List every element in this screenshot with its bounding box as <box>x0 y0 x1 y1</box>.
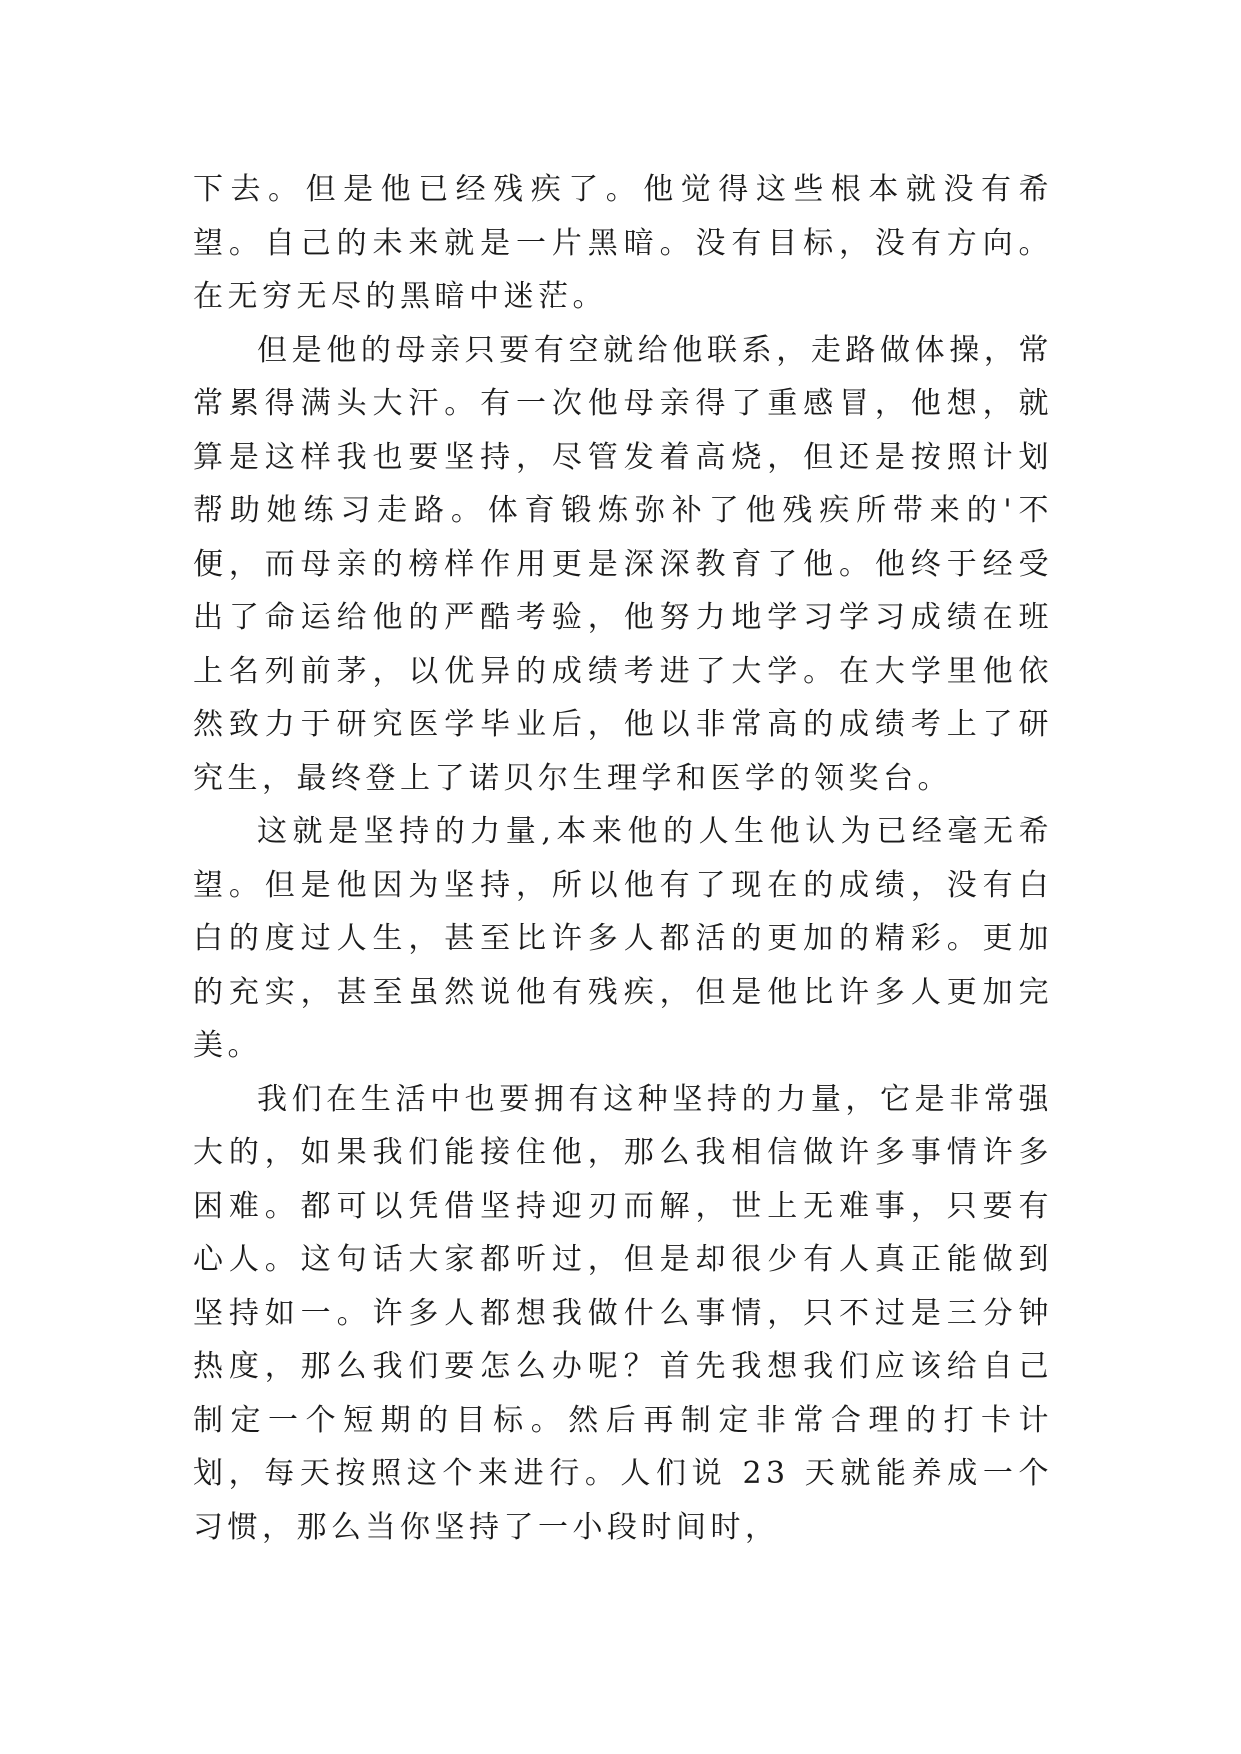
paragraph-mother-support: 但是他的母亲只要有空就给他联系，走路做体操，常常累得满头大汗。有一次他母亲得了重感冒，他想，就算是这样我也要坚持，尽管发着高烧，但还是按照计划帮助她练习走路。体育锻炼弥补了他残疾所带来的'不便，而母亲的榜样作用更是深深教育了他。他终于经受出了命运给他的严酷考验，他努力地学习学习成绩在班上名列前茅，以优异的成绩考进了大学。在大学里他依然致力于研究医学毕业后，他以非常高的成绩考上了研究生，最终登上了诺贝尔生理学和医学的领奖台。 <box>193 332 1053 796</box>
paragraph-continuation: 下去。但是他已经残疾了。他觉得这些根本就没有希望。自己的未来就是一片黑暗。没有目标，没有方向。在无穷无尽的黑暗中迷茫。 <box>193 172 1053 314</box>
paragraph-life-persistence: 我们在生活中也要拥有这种坚持的力量，它是非常强大的，如果我们能接住他，那么我相信做许多事情许多困难。都可以凭借坚持迎刃而解，世上无难事，只要有心人。这句话大家都听过，但是却很少有人真正能做到坚持如一。许多人都想我做什么事情，只不过是三分钟热度，那么我们要怎么办呢？首先我想我们应该给自己制定一个短期的目标。然后再制定非常合理的打卡计划，每天按照这个来进行。人们说 23 天就能养成一个习惯，那么当你坚持了一小段时间时， <box>193 1081 1053 1545</box>
paragraph-power-of-persistence: 这就是坚持的力量,本来他的人生他认为已经毫无希望。但是他因为坚持，所以他有了现在的成绩，没有白白的度过人生，甚至比许多人都活的更加的精彩。更加的充实，甚至虽然说他有残疾，但是他比许多人更加完美。 <box>193 814 1053 1063</box>
document-body <box>193 163 1053 1554</box>
